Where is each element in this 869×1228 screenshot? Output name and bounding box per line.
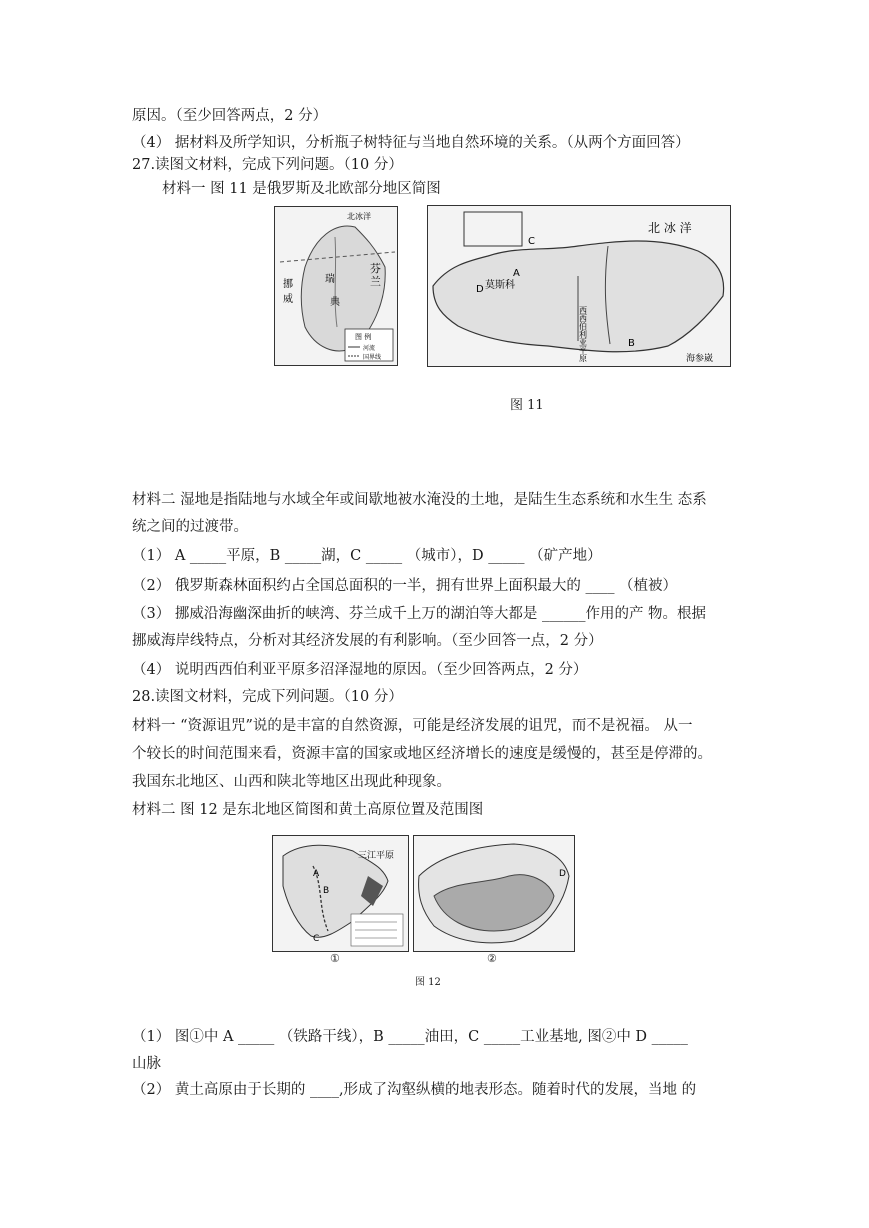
material-one-label: 材料一 图 11 是俄罗斯及北欧部分地区简图: [162, 181, 441, 197]
material-one-28-3: 我国东北地区、山西和陕北等地区出现此种现象。: [132, 774, 451, 790]
question-27-4: （4） 说明西西伯利亚平原多沼泽湿地的原因。（至少回答两点，2 分）: [132, 662, 588, 678]
map-label-finland-1: 芬: [370, 262, 381, 275]
map-label-haishenwai: 海参崴: [686, 354, 714, 364]
map-label-arctic-ocean: 北冰洋: [347, 212, 371, 221]
legend-border: 国界线: [363, 354, 382, 361]
material-one-28-1: 材料一 “资源诅咒”说的是丰富的自然资源，可能是经济发展的诅咒，而不是祝福。 从一: [132, 718, 693, 734]
map-label-B: B: [628, 338, 635, 349]
figure-12-map-1: [272, 835, 409, 952]
map-label-norway-2: 威: [283, 294, 293, 305]
material-two-text-1: 材料二 湿地是指陆地与水域全年或间歇地被水淹没的土地，是陆生生态系统和水生生 态系: [132, 492, 707, 508]
figure-12-caption: 图 12: [415, 977, 441, 988]
map-label-moscow: 莫斯科: [485, 280, 515, 291]
text-line-1: 原因。（至少回答两点，2 分）: [132, 108, 328, 124]
map-label-D-12: D: [559, 869, 566, 879]
map-label-A-12: A: [313, 869, 320, 879]
question-27-heading: 27.读图文材料，完成下列问题。（10 分）: [132, 157, 403, 173]
map-label-B-12: B: [323, 886, 330, 896]
map-label-sanjiang-plain: 三江平原: [358, 851, 395, 861]
material-two-text-2: 统之间的过渡带。: [132, 519, 248, 535]
map-label-norway-1: 挪: [283, 279, 293, 290]
material-one-28-2: 个较长的时间范围来看，资源丰富的国家或地区经济增长的速度是缓慢的，甚至是停滞的。: [132, 746, 712, 762]
question-27-3a: （3） 挪威沿海幽深曲折的峡湾、芬兰成千上万的湖泊等大都是 ______作用的产 物。根据: [132, 606, 707, 622]
map-label-D: D: [476, 284, 484, 295]
question-27-1: （1） A _____平原，B _____湖，C _____ （城市），D _____ （矿产地）: [132, 548, 602, 564]
map-label-finland-2: 兰: [370, 275, 381, 288]
material-two-28: 材料二 图 12 是东北地区简图和黄土高原位置及范围图: [132, 802, 484, 818]
figure-12-map-2-number: ②: [487, 952, 497, 965]
figure-11-right-map: [427, 205, 731, 367]
map-label-C: C: [528, 236, 535, 247]
map-label-arctic-ocean-right: 北 冰 洋: [648, 221, 692, 235]
figure-12-map-2: [413, 835, 575, 952]
question-27-2: （2） 俄罗斯森林面积约占全国总面积的一半，拥有世界上面积最大的 ____ （植被）: [132, 578, 678, 594]
legend-title: 图 例: [355, 333, 372, 341]
map-label-sweden-2: 典: [330, 297, 340, 308]
question-27-3b: 挪威海岸线特点，分析对其经济发展的有利影响。（至少回答一点，2 分）: [132, 633, 603, 649]
question-28-heading: 28.读图文材料，完成下列问题。（10 分）: [132, 689, 403, 705]
figure-11-left-map: [274, 206, 398, 366]
text-line-2: （4） 据材料及所学知识，分析瓶子树特征与当地自然环境的关系。（从两个方面回答）: [132, 135, 690, 151]
legend-river: 河流: [363, 345, 376, 352]
map-label-A: A: [513, 268, 520, 279]
question-28-1b: 山脉: [132, 1056, 161, 1072]
figure-11-caption: 图 11: [510, 398, 544, 413]
question-28-2: （2） 黄土高原由于长期的 ____,形成了沟壑纵横的地表形态。随着时代的发展，当地 的: [132, 1082, 697, 1098]
map-label-sweden-1: 瑞: [325, 274, 335, 285]
question-28-1a: （1） 图①中 A _____ （铁路干线），B _____油田，C _____工业基地, 图②中 D _____: [132, 1029, 688, 1045]
map-label-C-12: C: [313, 934, 320, 944]
map-label-west-siberian-plain: 西西伯利亚平原: [578, 306, 588, 362]
figure-12-map-1-number: ①: [330, 952, 340, 965]
